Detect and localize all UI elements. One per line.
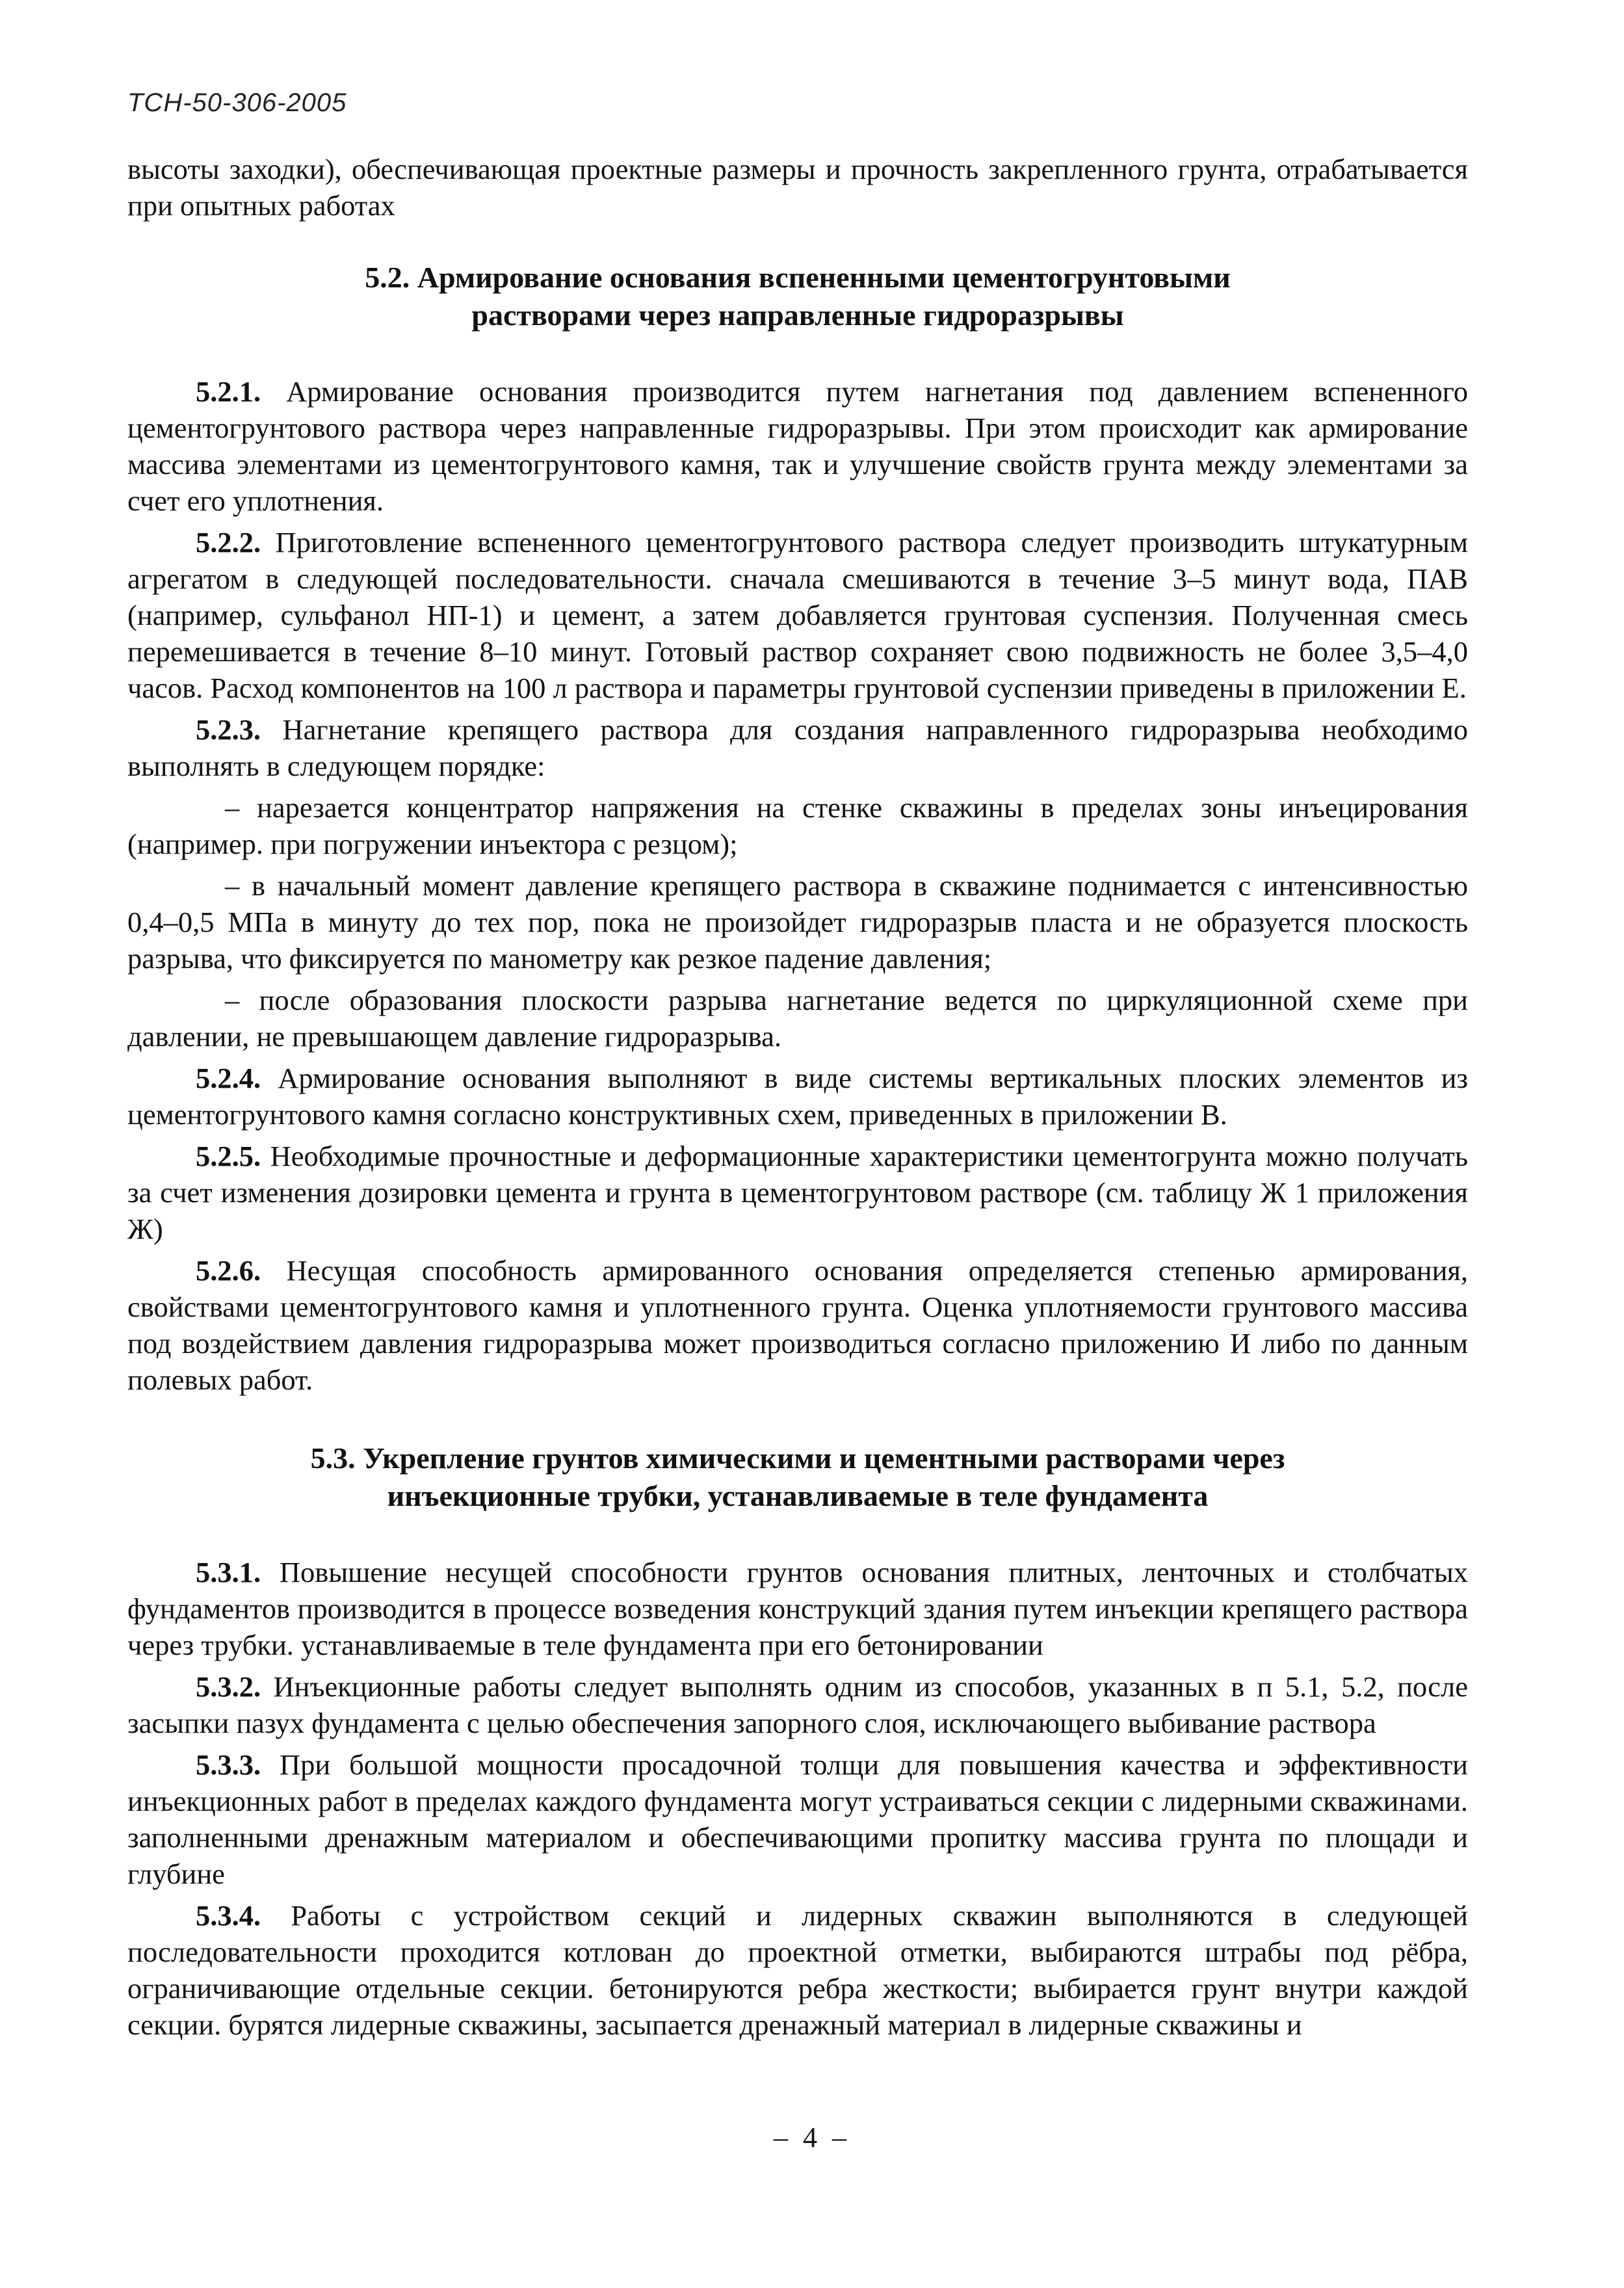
clause-text: Армирование основания выполняют в виде системы вертикальных плоских элементов из цементогрунтового камня согласно конструктивных схем, приведенных в приложении В. (127, 1062, 1468, 1131)
clause-text: Повышение несущей способности грунтов основания плитных, ленточных и столбчатых фундаментов производится в процессе возведения конструкций здания путем инъекции крепящего раствора через трубки. устанавливаемые в теле фундамента при его бетонировании (127, 1556, 1468, 1661)
clause-number: 5.2.6. (196, 1254, 261, 1287)
clause-number: 5.3.3. (196, 1748, 261, 1781)
clause-5-2-3 (127, 711, 1468, 784)
clause-5-3-1 (127, 1554, 1468, 1663)
document-body (127, 151, 1468, 2048)
clause-text: Армирование основания производится путем нагнетания под давлением вспененного цементогрунтового раствора через направленные гидроразрывы. При этом происходит как армирование массива элементами из цементогрунтового камня, так и улучшение свойств грунта между элементами за счет его уплотнения. (127, 375, 1469, 517)
clause-text: Приготовление вспененного цементогрунтового раствора следует производить штукатурным агрегатом в следующей последовательности. сначала смешиваются в течение 3–5 минут вода, ПАВ (например, сульфанол НП-1) и цемент, а затем добавляется грунтовая суспензия. Полученная смесь перемешивается в течение 8–10 минут. Готовый раствор сохраняет свою подвижность не более 3,5–4,0 часов. Расход компонентов на 100 л раствора и параметры грунтовой суспензии приведены в приложении Е. (127, 526, 1468, 704)
section-5-2-heading-line1: 5.2. Армирование основания вспененными цементогрунтовыми (365, 261, 1231, 294)
clause-5-2-6 (127, 1252, 1468, 1398)
list-item: – после образования плоскости разрыва нагнетание ведется по циркуляционной схеме при давлении, не превышающем давление гидроразрыва. (127, 984, 1468, 1053)
clause-number: 5.2.3. (196, 713, 261, 746)
clause-5-2-1 (127, 373, 1468, 519)
section-5-3-heading-line2: инъекционные трубки, устанавливаемые в теле фундамента (387, 1479, 1209, 1512)
section-5-2-heading (127, 259, 1468, 334)
section-5-2-heading-line2: растворами через направленные гидроразрывы (471, 298, 1124, 332)
section-5-3-heading (127, 1440, 1468, 1515)
clause-text: Нагнетание крепящего раствора для создания направленного гидроразрыва необходимо выполнять в следующем порядке: (127, 713, 1469, 782)
clause-5-2-5 (127, 1138, 1468, 1247)
clause-text: Работы с устройством секций и лидерных скважин выполняются в следующей последовательности проходится котлован до проектной отметки, выбираются штрабы под рёбра, ограничивающие отдельные секции. бетонируются ребра жесткости; выбирается грунт внутри каждой секции. бурятся лидерные скважины, засыпается дренажный материал в лидерные скважины и (127, 1899, 1468, 2041)
clause-5-2-2 (127, 524, 1468, 706)
intro-paragraph: высоты заходки), обеспечивающая проектные размеры и прочность закрепленного грунта, отрабатывается при опытных работах (127, 153, 1468, 222)
clause-number: 5.3.4. (196, 1899, 261, 1932)
clause-number: 5.3.1. (196, 1556, 261, 1588)
list-item: – нарезается концентратор напряжения на стенке скважины в пределах зоны инъецирования (например. при погружении инъектора с резцом); (127, 791, 1468, 860)
section-5-3-heading-line1: 5.3. Укрепление грунтов химическими и цементными растворами через (310, 1441, 1285, 1475)
clause-number: 5.2.1. (196, 375, 261, 408)
clause-text: Необходимые прочностные и деформационные характеристики цементогрунта можно получать за счет изменения дозировки цемента и грунта в цементогрунтовом растворе (см. таблицу Ж 1 приложения Ж) (127, 1140, 1469, 1245)
document-code: ТСН-50-306-2005 (127, 88, 347, 117)
list-item: – в начальный момент давление крепящего раствора в скважине поднимается с интенсивностью 0,4–0,5 МПа в минуту до тех пор, пока не произойдет гидроразрыв пласта и не образуется плоскость разрыва, что фиксируется по манометру как резкое падение давления; (127, 869, 1468, 975)
clause-number: 5.2.5. (196, 1140, 261, 1172)
clause-number: 5.2.2. (196, 526, 261, 559)
clause-5-3-2 (127, 1668, 1468, 1741)
clause-5-3-3 (127, 1746, 1468, 1892)
clause-5-3-4 (127, 1897, 1468, 2043)
clause-number: 5.3.2. (196, 1670, 261, 1703)
page-number: – 4 – (774, 2122, 850, 2153)
clause-text: При большой мощности просадочной толщи для повышения качества и эффективности инъекционных работ в пределах каждого фундамента могут устраиваться секции с лидерными скважинами. заполненными дренажным материалом и обеспечивающими пропитку массива грунта по площади и глубине (127, 1748, 1468, 1890)
clause-number: 5.2.4. (196, 1062, 261, 1094)
clause-text: Несущая способность армированного основания определяется степенью армирования, свойствами цементогрунтового камня и уплотненного грунта. Оценка уплотняемости грунтового массива под воздействием давления гидроразрыва может производиться согласно приложению И либо по данным полевых работ. (127, 1254, 1469, 1396)
clause-text: Инъекционные работы следует выполнять одним из способов, указанных в п 5.1, 5.2, после засыпки пазух фундамента с целью обеспечения запорного слоя, исключающего выбивание раствора (127, 1670, 1468, 1739)
clause-5-2-4 (127, 1060, 1468, 1133)
